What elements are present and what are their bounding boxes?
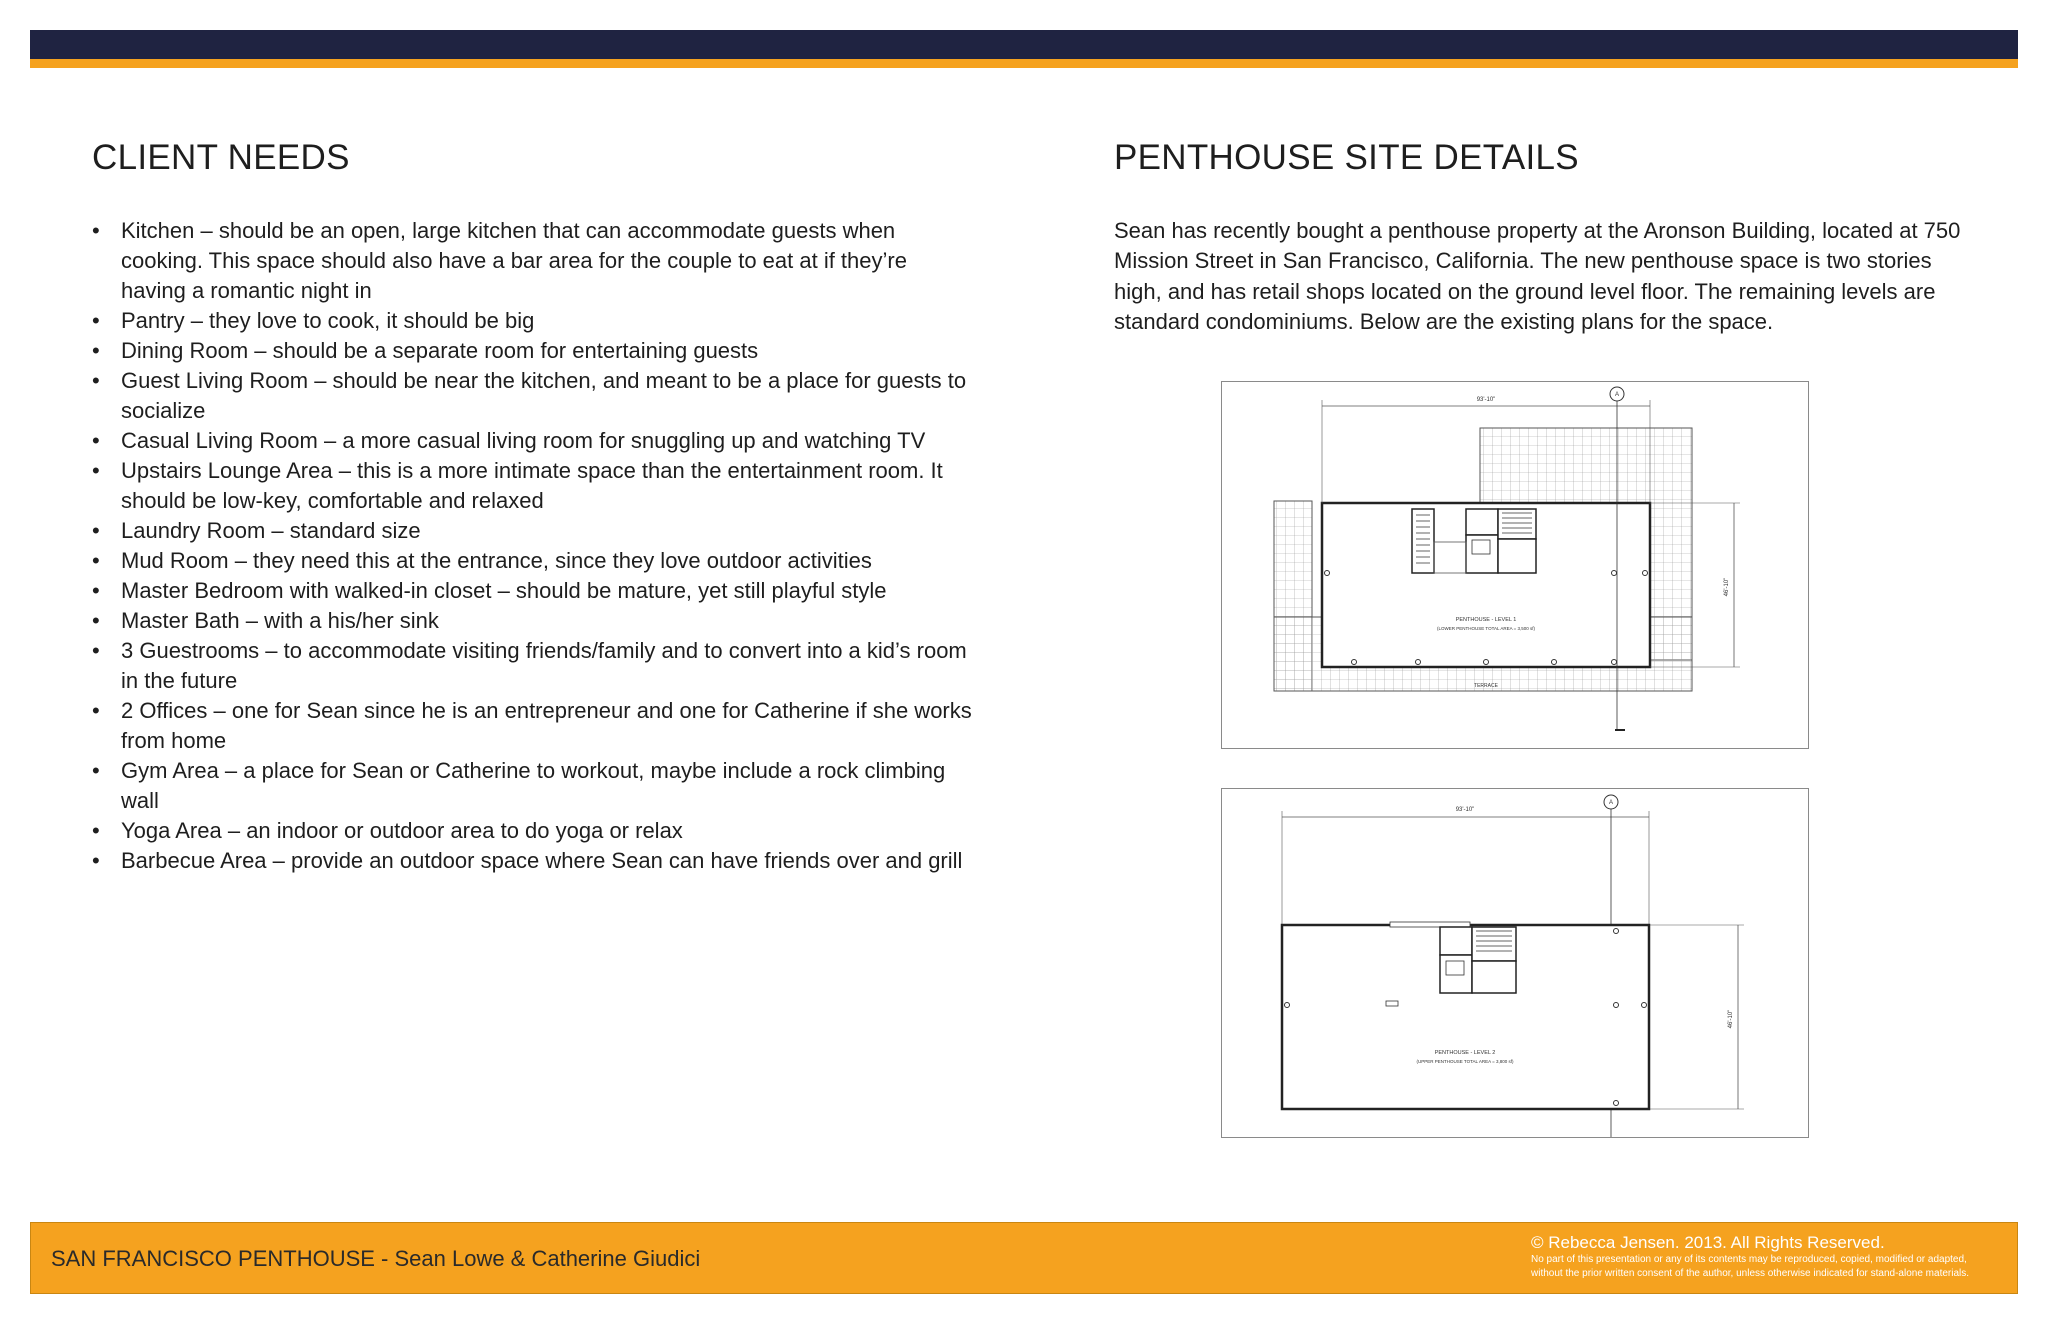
plan-area: (UPPER PENTHOUSE TOTAL AREA = 3,800 sf) xyxy=(1416,1059,1514,1064)
section-marker: A xyxy=(1614,392,1620,398)
list-item: • Barbecue Area – provide an outdoor space where Sean can have friends over and grill xyxy=(92,846,972,876)
plan-area: (LOWER PENTHOUSE TOTAL AREA = 3,500 sf) xyxy=(1437,626,1535,631)
copyright-notice-line-2: without the prior written consent of the author, unless otherwise indicated for stand-alone materials. xyxy=(1531,1268,1970,1279)
dimension-width-label: 93'-10" xyxy=(1476,397,1496,403)
list-item: • Laundry Room – standard size xyxy=(92,516,972,546)
list-item: • Pantry – they love to cook, it should be big xyxy=(92,306,972,336)
floor-plan-level-2-drawing xyxy=(1222,789,1808,1137)
site-details-section xyxy=(1114,138,1994,337)
list-item: • 2 Offices – one for Sean since he is an entrepreneur and one for Catherine if she works from home xyxy=(92,696,972,756)
list-item: • Master Bath – with a his/her sink xyxy=(92,606,972,636)
floor-plan-level-1-drawing xyxy=(1222,382,1808,748)
header-band xyxy=(30,30,2018,68)
dimension-width-label: 93'-10" xyxy=(1455,807,1475,813)
plan-title: PENTHOUSE - LEVEL 1 xyxy=(1455,617,1517,623)
client-needs-heading: CLIENT NEEDS xyxy=(92,138,350,177)
footer-band xyxy=(30,1222,2018,1294)
list-item: • Casual Living Room – a more casual living room for snuggling up and watching TV xyxy=(92,426,972,456)
floor-plan-level-1 xyxy=(1221,381,1809,749)
list-item: • Master Bedroom with walked-in closet – should be mature, yet still playful style xyxy=(92,576,972,606)
list-item: • Yoga Area – an indoor or outdoor area to do yoga or relax xyxy=(92,816,972,846)
terrace-label: TERRACE xyxy=(1474,683,1498,689)
copyright-line: © Rebecca Jensen. 2013. All Rights Reserved. xyxy=(1531,1233,1885,1252)
footer-project-title: SAN FRANCISCO PENTHOUSE - Sean Lowe & Catherine Giudici xyxy=(51,1246,701,1271)
dimension-height-label: 46'-10" xyxy=(1724,577,1730,597)
copyright-block xyxy=(1531,1233,2011,1281)
copyright-notice-line-1: No part of this presentation or any of its contents may be reproduced, copied, modified or adapted, xyxy=(1531,1254,1967,1265)
floor-plan-level-2 xyxy=(1221,788,1809,1138)
list-item: • Gym Area – a place for Sean or Catherine to workout, maybe include a rock climbing wall xyxy=(92,756,972,816)
client-needs-section xyxy=(92,138,972,876)
list-item: • Mud Room – they need this at the entrance, since they love outdoor activities xyxy=(92,546,972,576)
list-item: • Kitchen – should be an open, large kitchen that can accommodate guests when cooking. This space should also have a bar area for the couple to eat at if they’re having a romantic night in xyxy=(92,216,972,306)
site-details-heading: PENTHOUSE SITE DETAILS xyxy=(1114,138,1579,177)
client-needs-list xyxy=(92,216,972,876)
list-item: • 3 Guestrooms – to accommodate visiting friends/family and to convert into a kid’s room in the future xyxy=(92,636,972,696)
dimension-height-label: 46'-10" xyxy=(1728,1009,1734,1029)
section-marker: A xyxy=(1608,800,1614,806)
list-item: • Guest Living Room – should be near the kitchen, and meant to be a place for guests to socialize xyxy=(92,366,972,426)
site-details-paragraph: Sean has recently bought a penthouse property at the Aronson Building, located at 750 Mission Street in San Francisco, California. The new penthouse space is two stories high, and has retail shops located on the ground level floor. The remaining levels are standard condominiums. Below are the existing plans for the space. xyxy=(1114,218,1961,334)
list-item: • Upstairs Lounge Area – this is a more intimate space than the entertainment room. It should be low-key, comfortable and relaxed xyxy=(92,456,972,516)
list-item: • Dining Room – should be a separate room for entertaining guests xyxy=(92,336,972,366)
plan-title: PENTHOUSE - LEVEL 2 xyxy=(1434,1050,1496,1056)
